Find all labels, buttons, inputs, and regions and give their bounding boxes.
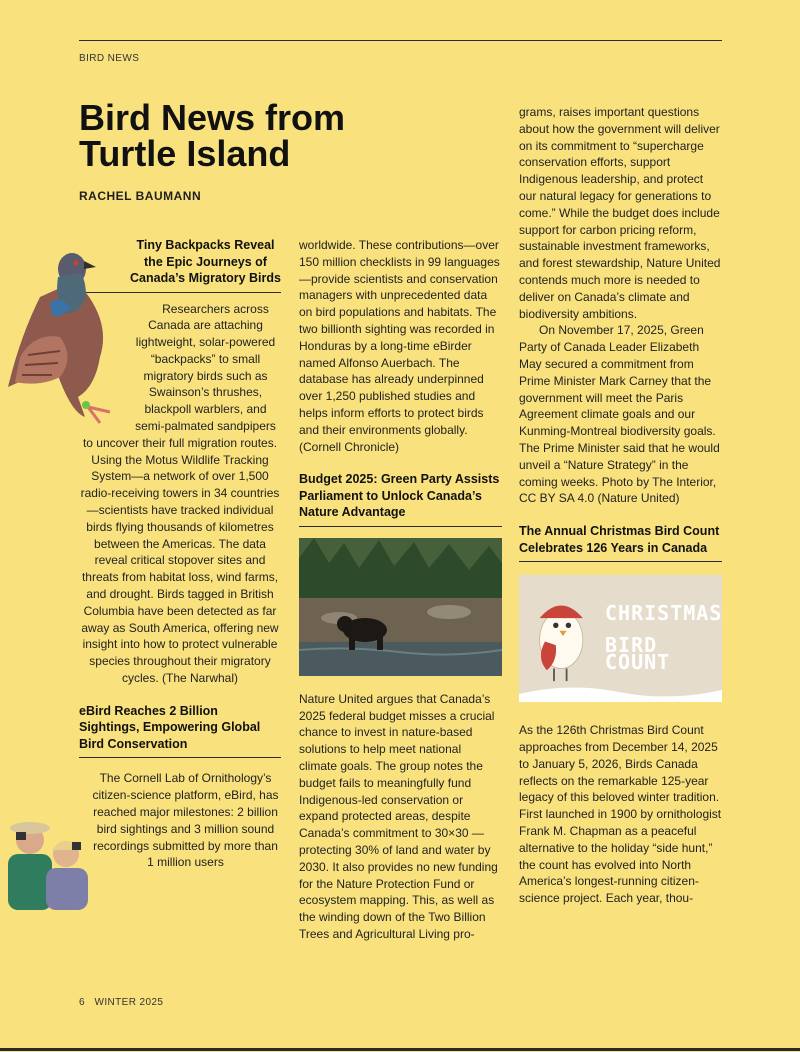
bottom-rule — [0, 1048, 800, 1051]
column-3 — [519, 104, 722, 907]
logo-line-1: CHRISTMAS — [605, 601, 722, 626]
article4-body: As the 126th Christmas Bird Count approaches from December 14, 2025 to January 5, 2026, Birds Canada reflects on the remarkable 125-year legacy of this beloved winter tradition. First launched in 1900 by ornithologist Frank M. Chapman as a peaceful alternative to the holiday “side hunt,” the count has evolved into North America’s longest-running citizen-science project. Each year, thou- — [519, 723, 722, 906]
byline: RACHEL BAUMANN — [79, 189, 202, 203]
article2-body-part1: The Cornell Lab of Ornithology’s citizen-science platform, eBird, has reached major milestones: 2 billion bird sightings and 3 million sound recordings submitted by more than 1 million users — [92, 771, 279, 870]
column-2 — [299, 237, 502, 943]
owl-icon — [527, 587, 599, 687]
article2-body-part2: worldwide. These contributions—over 150 million checklists in 99 languages—provide scientists and conservation managers with unprecedented data on bird populations and habitats. The two billionth sighting was recorded in Honduras by a long-time eBirder named Alfonso Auerbach. The database has already underpinned over 1,250 published studies and helps inform efforts to protect birds and their environments globally. (Cornell Chronicle) — [299, 238, 500, 454]
article4-heading: The Annual Christmas Bird Count Celebrates 126 Years in Canada — [519, 523, 722, 562]
page-title: Bird News from Turtle Island — [79, 97, 346, 174]
article2-heading: eBird Reaches 2 Billion Sightings, Empowering Global Bird Conservation — [79, 703, 281, 759]
snow-ground — [519, 682, 722, 702]
section-label: BIRD NEWS — [79, 53, 140, 64]
birdwatchers-photo — [0, 770, 95, 910]
article3-body-part2: grams, raises important questions about how the government will deliver on its commitment to “supercharge conservation efforts, support Indigenous leadership, and protect our natural legacy for generations to come.” While the budget does include support for carbon pricing reform, sustainable investment frameworks, and forest stewardship, Nature United contends much more is needed to deliver on Canada’s climate and biodiversity ambitions. — [519, 105, 721, 321]
article3-body-part1: Nature United argues that Canada’s 2025 federal budget misses a crucial chance to invest in nature-based solutions to help meet national climate goals. The group notes the budget fails to meaningfully fund Indigenous-led conservation or expand protected areas, despite Canada’s commitment to 30×30 — protecting 30% of land and water by 2030. It also provides no new funding for the Nature Protection Fund or ecosystem mapping. This, as well as the winding down of the Two Billion Trees and Agricultural Living pro- — [299, 691, 498, 942]
article1-body: Researchers across Canada are attaching lightweight, solar-powered “backpacks” to small migratory birds such as Swainson’s thrushes, blackpoll warblers, and semi-palmated sandpipers to uncover their full migration routes. Using the Motus Wildlife Tracking System—a network of over 1,500 radio-receiving towers in 34 countries—scientists have tracked individual birds flying thousands of kilometres between the Americas. The data reveal critical stopover sites and threats from habitat loss, wind farms, and drought. Birds tagged in British Columbia have been detected as far away as South America, offering new insight into how to protect vulnerable species throughout their migratory cycles. (The Narwhal) — [80, 301, 280, 686]
page-number: 6 — [79, 997, 85, 1008]
article3-body-part3: On November 17, 2025, Green Party of Canada Leader Elizabeth May secured a commitment from Prime Minister Mark Carney that the government will meet the Paris Agreement climate goals and our Kunming-Montreal biodiversity goals. The Prime Minister said that he would unveil a “Nature Strategy” in the coming weeks. Photo by The Interior, CC BY SA 4.0 (Nature United) — [519, 323, 720, 506]
top-rule — [79, 40, 722, 41]
bear-river-photo — [299, 538, 502, 676]
logo-line-2: BIRD COUNT — [605, 633, 671, 674]
article1-heading: Tiny Backpacks Reveal the Epic Journeys of Canada’s Migratory Birds — [79, 237, 281, 293]
article3-heading: Budget 2025: Green Party Assists Parliament to Unlock Canada’s Nature Advantage — [299, 471, 502, 527]
page-footer — [79, 997, 163, 1008]
pigeon-illustration — [8, 253, 110, 423]
issue-label: WINTER 2025 — [94, 997, 164, 1008]
christmas-bird-count-logo — [519, 575, 722, 702]
column-1 — [79, 237, 281, 910]
pigeon-photo — [0, 237, 130, 427]
birdwatchers-illustration — [8, 822, 88, 910]
